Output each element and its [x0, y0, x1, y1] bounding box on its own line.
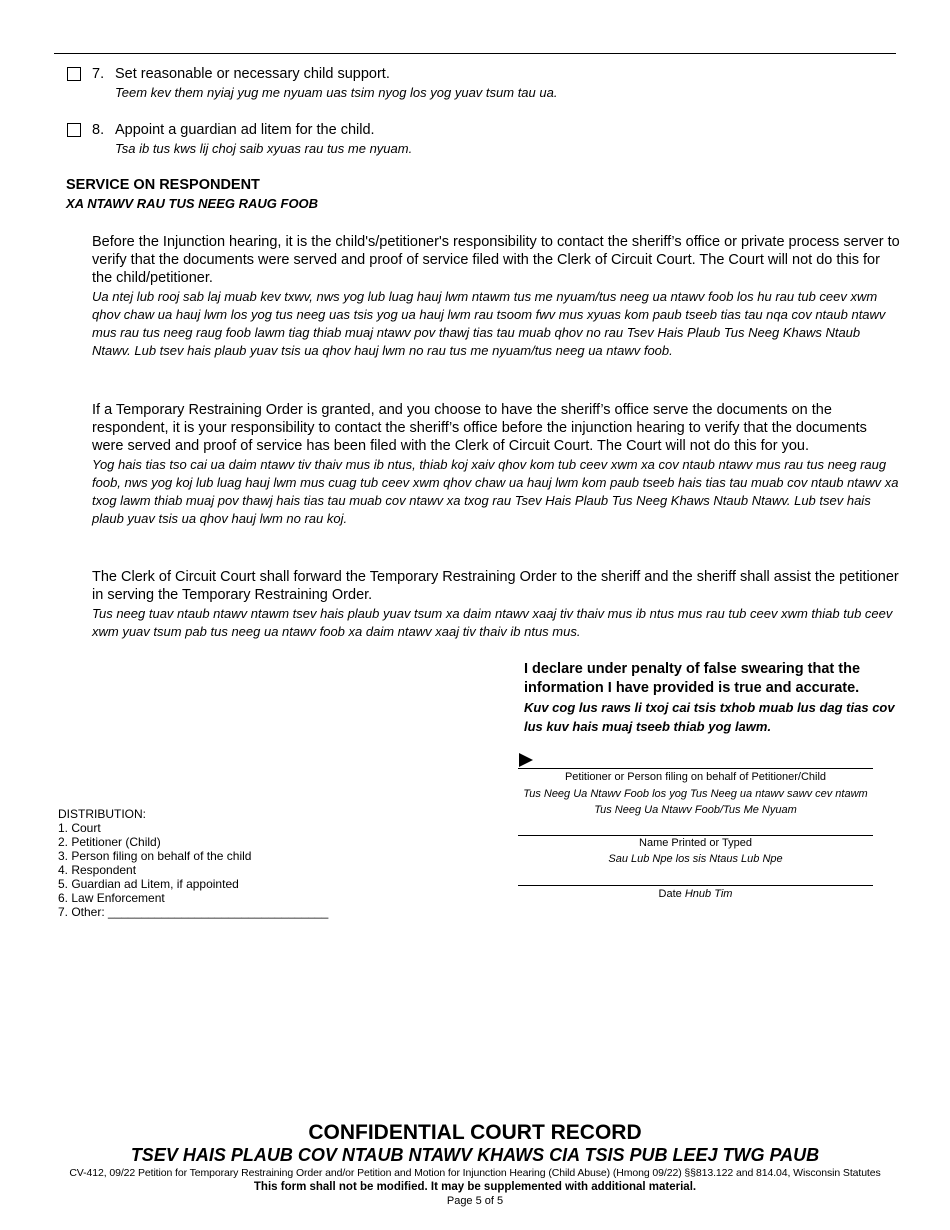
- page-number: Page 5 of 5: [446, 1195, 504, 1207]
- sign-here-arrow-icon: [519, 753, 533, 767]
- distribution-title: DISTRIBUTION:: [58, 807, 147, 821]
- service-paragraph-2-en: If a Temporary Restraining Order is granted, and you choose to have the sheriff’s office serve the documents on the respondent, it is your responsibility to contact the sheriff’s office before the injunction hearing to verify that the documents were served and proof of service has been filed with the Clerk of Circuit Court. The Court will not do this for you.: [92, 402, 867, 454]
- footer-title: CONFIDENTIAL COURT RECORD: [308, 1121, 642, 1144]
- service-paragraph-1: [92, 233, 902, 360]
- declaration-hmong: Kuv cog lus raws li txoj cai tsis txhob muab lus dag tias cov lus kuv hais muaj tseeb thiab yog lawm.: [524, 700, 895, 734]
- service-paragraph-2: [92, 401, 902, 528]
- distribution-item: 1. Court: [58, 821, 101, 835]
- distribution-item: 2. Petitioner (Child): [58, 835, 161, 849]
- declaration: [524, 660, 904, 736]
- top-rule: [54, 53, 896, 54]
- item-7-text-hmong: Teem kev them nyiaj yug me nyuam uas tsim nyog los yog yuav tsum tau ua.: [115, 85, 558, 100]
- distribution-item: 3. Person filing on behalf of the child: [58, 849, 252, 863]
- distribution-list: [58, 807, 328, 919]
- date-caption-hmong: Hnub Tim: [684, 888, 733, 900]
- date-caption: [518, 886, 873, 902]
- service-heading-hmong: XA NTAWV RAU TUS NEEG RAUG FOOB: [66, 196, 319, 211]
- petitioner-caption-hmong: Tus Neeg Ua Ntawv Foob los yog Tus Neeg ua ntawv sawv cev ntawm Tus Neeg Ua Ntawv Foob/Tus Me Nyuam: [523, 788, 868, 816]
- item-8-checkbox[interactable]: [67, 123, 81, 137]
- distribution-item: 4. Respondent: [58, 863, 137, 877]
- distribution-item: 6. Law Enforcement: [58, 891, 165, 905]
- name-caption-hmong: Sau Lub Npe los sis Ntaus Lub Npe: [608, 853, 783, 865]
- declaration-en: I declare under penalty of false swearing that the information I have provided is true and accurate.: [524, 661, 861, 696]
- distribution-item: 5. Guardian ad Litem, if appointed: [58, 877, 239, 891]
- distribution-item: 7. Other: _________________________________: [58, 905, 329, 919]
- item-7-checkbox[interactable]: [67, 67, 81, 81]
- name-caption-en: Name Printed or Typed: [639, 837, 752, 849]
- date-caption-en: Date: [658, 888, 682, 900]
- item-7-text: Set reasonable or necessary child support.: [115, 66, 390, 82]
- service-paragraph-3-en: The Clerk of Circuit Court shall forward the Temporary Restraining Order to the sheriff and the sheriff shall assist the petitioner in serving the Temporary Restraining Order.: [92, 569, 899, 603]
- footer-title-hmong: TSEV HAIS PLAUB COV NTAUB NTAWV KHAWS CIA TSIS PUB LEEJ TWG PAUB: [130, 1145, 820, 1165]
- service-paragraph-3: [92, 568, 902, 641]
- service-paragraph-1-en: Before the Injunction hearing, it is the child's/petitioner's responsibility to contact the sheriff’s office or private process server to verify that the documents were served and proof of service filed with the Clerk of Circuit Court. The Court will not do this for the child/petitioner.: [92, 234, 900, 286]
- form-id: CV-412, 09/22 Petition for Temporary Restraining Order and/or Petition and Motion for Injunction Hearing (Child Abuse) (Hmong 09/22) §§813.122 and 814.04, Wisconsin Statutes: [69, 1167, 881, 1179]
- service-paragraph-1-hmong: Ua ntej lub rooj sab laj muab kev txwv, nws yog lub luag hauj lwm ntawm tus me nyuam/tus neeg ua ntawv foob los hu rau tub ceev xwm qhov chaw ua hauj lwm los yog tus neeg uas tsis yog ua hauj lwm rau tsoom fwv mus xyuas kom paub tseeb tias tau nqa cov ntaub ntawv mus rau tus neeg raug foob lawm tiag thiab muaj ntawv pov thawj tias tau muab qhov no rau Tsev Hais Plaub Tus Neeg Khaws Ntaub Ntawv. Lub tsev hais plaub yuav tsis ua qhov hauj lwm no rau tus me nyuam/tus neeg ua ntawv foob.: [92, 289, 886, 358]
- name-printed-caption: [518, 835, 873, 867]
- item-7-number: 7.: [92, 66, 105, 82]
- petitioner-caption-en: Petitioner or Person filing on behalf of Petitioner/Child: [564, 771, 827, 783]
- service-heading: SERVICE ON RESPONDENT: [66, 177, 260, 193]
- service-paragraph-2-hmong: Yog hais tias tso cai ua daim ntawv tiv thaiv mus ib ntus, thiab koj xaiv qhov kom tub ceev xwm xa cov ntaub ntawv mus rau tus neeg raug foob, nws yog koj lub luag hauj lwm mus cuag tub ceev xwm qhov chaw ua hauj lwm kom paub tseeb hais tias tau muab cov ntaub ntawv xa txog lawm thiab muaj pov thawj hais tias tau muab cov ntawv xa txog rau Tsev Hais Plaub Tus Neeg Khaws Ntaub Ntawv. Lub tsev hais plaub yuav tsis ua qhov hauj lwm no rau koj.: [92, 457, 899, 526]
- modification-notice: This form shall not be modified. It may be supplemented with additional material.: [253, 1181, 697, 1193]
- petitioner-signature-caption: [518, 769, 873, 818]
- item-8-text-hmong: Tsa ib tus kws lij choj saib xyuas rau tus me nyuam.: [115, 141, 413, 156]
- item-8-text: Appoint a guardian ad litem for the child.: [115, 122, 375, 138]
- service-paragraph-3-hmong: Tus neeg tuav ntaub ntawv ntawm tsev hais plaub yuav tsum xa daim ntawv xaaj tiv thaiv mus ib ntus mus rau tub ceev xwm thiab tub ceev xwm yuav tsum pab tus neeg ua ntawv foob xa daim ntawv xaaj tiv thaiv ib ntus mus.: [92, 606, 893, 639]
- item-8-number: 8.: [92, 122, 105, 138]
